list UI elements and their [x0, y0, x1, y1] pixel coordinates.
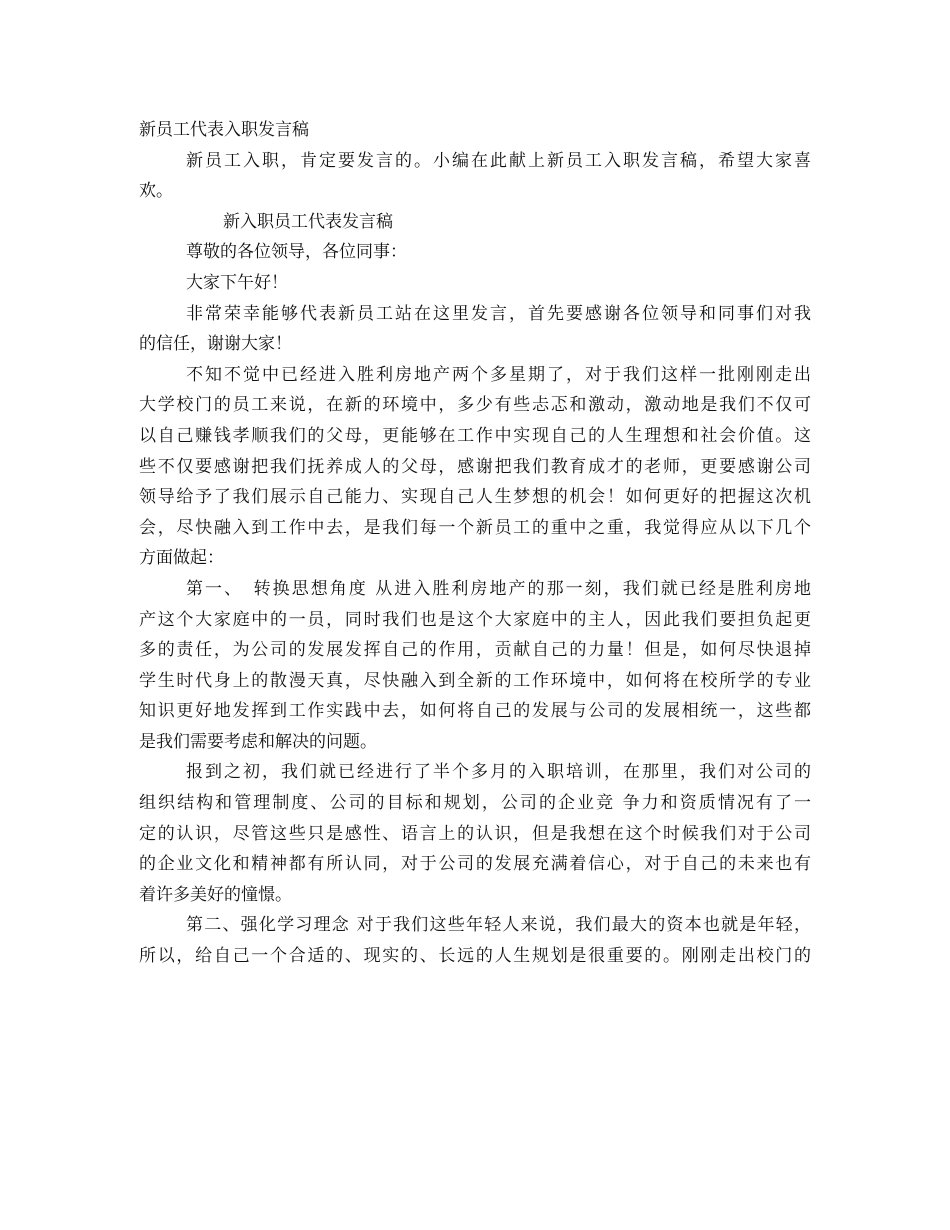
paragraph-5 [139, 910, 811, 971]
paragraph-line: 大学校门的员工来说，在新的环境中，多少有些忐忑和激动，激动地是我们不仅可 [139, 395, 811, 416]
paragraph-line: 学生时代身上的散漫天真，尽快融入到全新的工作环境中，如何将在校所学的专业 [139, 670, 811, 691]
paragraph-line: 第一、 转换思想角度 从进入胜利房地产的那一刻，我们就已经是胜利房地 [186, 578, 811, 599]
paragraph-line: 领导给予了我们展示自己能力、实现自己人生梦想的机会！如何更好的把握这次机 [139, 487, 811, 508]
speech-title: 新入职员工代表发言稿 [223, 211, 393, 232]
paragraph-4 [139, 757, 811, 910]
document-page [139, 115, 811, 972]
paragraph-line: 是我们需要考虑和解决的问题。 [139, 731, 377, 752]
document-title: 新员工代表入职发言稿 [139, 120, 309, 140]
paragraph-line: 欢。 [139, 181, 173, 202]
paragraph-line: 以自己赚钱孝顺我们的父母，更能够在工作中实现自己的人生理想和社会价值。这 [139, 425, 811, 446]
paragraph-line: 着许多美好的憧憬。 [139, 884, 292, 905]
paragraph-line: 组织结构和管理制度、公司的目标和规划，公司的企业竞 争力和资质情况有了一 [139, 793, 811, 814]
paragraph-line: 的企业文化和精神都有所认同，对于公司的发展充满着信心，对于自己的未来也有 [139, 854, 811, 875]
paragraph-line: 第二、强化学习理念 对于我们这些年轻人来说，我们最大的资本也就是年轻， [186, 915, 811, 936]
paragraph-line: 所以，给自己一个合适的、现实的、长远的人生规划是很重要的。刚刚走出校门的 [139, 946, 811, 967]
paragraph-line: 非常荣幸能够代表新员工站在这里发言，首先要感谢各位领导和同事们对我 [186, 303, 811, 324]
intro-paragraph [139, 146, 811, 207]
paragraph-line: 产这个大家庭中的一员，同时我们也是这个大家庭中的主人，因此我们要担负起更 [139, 609, 811, 630]
paragraph-1 [139, 299, 811, 360]
greeting-line: 大家下午好！ [186, 272, 288, 293]
greeting-line: 尊敬的各位领导，各位同事： [186, 242, 407, 263]
paragraph-line: 方面做起： [139, 548, 224, 569]
paragraph-line: 报到之初，我们就已经进行了半个多月的入职培训，在那里，我们对公司的 [186, 762, 811, 783]
paragraph-line: 不知不觉中已经进入胜利房地产两个多星期了，对于我们这样一批刚刚走出 [186, 364, 811, 385]
paragraph-line: 新员工入职，肯定要发言的。小编在此献上新员工入职发言稿，希望大家喜 [186, 150, 811, 171]
paragraph-line: 定的认识，尽管这些只是感性、语言上的认识，但是我想在这个时候我们对于公司 [139, 823, 811, 844]
paragraph-line: 的信任，谢谢大家！ [139, 334, 292, 355]
paragraph-3 [139, 574, 811, 758]
paragraph-line: 些不仅要感谢把我们抚养成人的父母，感谢把我们教育成才的老师，更要感谢公司 [139, 456, 811, 477]
paragraph-2 [139, 360, 811, 574]
paragraph-line: 多的责任，为公司的发展发挥自己的作用，贡献自己的力量！但是，如何尽快退掉 [139, 640, 811, 661]
paragraph-line: 知识更好地发挥到工作实践中去，如何将自己的发展与公司的发展相统一，这些都 [139, 701, 811, 722]
paragraph-line: 会，尽快融入到工作中去，是我们每一个新员工的重中之重，我觉得应从以下几个 [139, 517, 811, 538]
